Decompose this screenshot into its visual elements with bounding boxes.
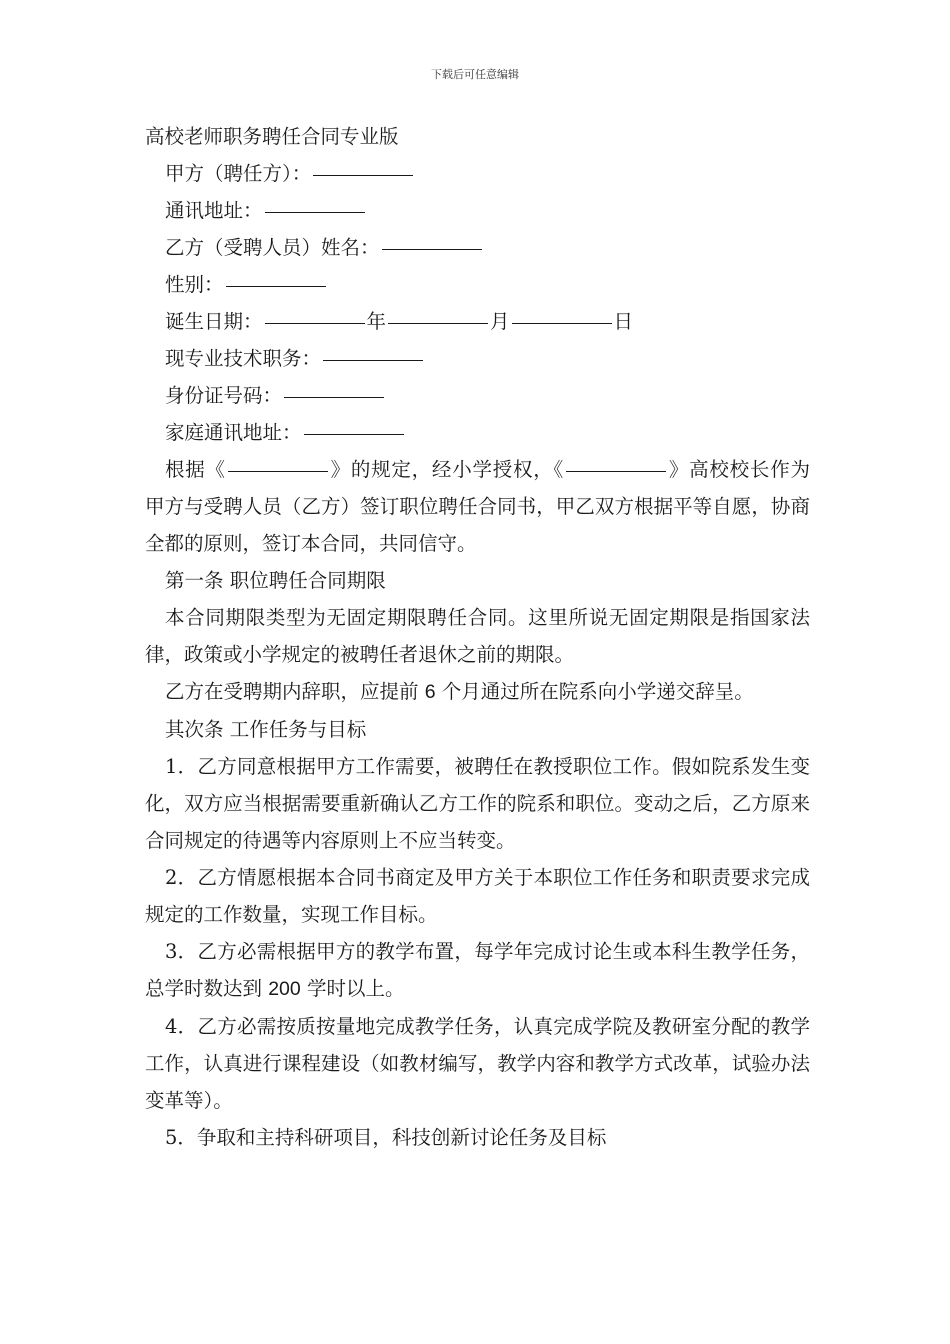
birth-month-label: 月 xyxy=(490,310,510,333)
item-3-text-b: 学时以上。 xyxy=(300,977,405,1000)
id-line xyxy=(145,377,810,414)
article-1-title: 第一条 职位聘任合同期限 xyxy=(165,569,386,592)
party-a-label: 甲方（聘任方）： xyxy=(165,162,312,185)
title-blank[interactable] xyxy=(323,359,423,361)
party-b-line xyxy=(145,229,810,266)
home-address-label: 家庭通讯地址： xyxy=(165,421,302,444)
intro-paragraph xyxy=(145,451,810,562)
page-header: 下载后可任意编辑 xyxy=(431,68,519,81)
article-2-title: 其次条 工作任务与目标 xyxy=(165,718,367,741)
doc-title: 高校老师职务聘任合同专业版 xyxy=(145,125,399,148)
article-1-p2-text-b: 个月通过所在院系向小学递交辞呈。 xyxy=(435,680,754,703)
party-b-blank[interactable] xyxy=(382,248,482,250)
intro-part-b: 》的规定，经小学授权，《 xyxy=(329,458,565,481)
item-4: 4．乙方必需按质按量地完成教学任务，认真完成学院及教研室分配的教学工作，认真进行课程建设（如教材编写，教学内容和教学方式改革，试验办法变革等）。 xyxy=(145,1015,810,1112)
item-3 xyxy=(145,933,810,1008)
birth-year-label: 年 xyxy=(366,310,387,333)
notice-months: 6 xyxy=(424,681,436,703)
birth-line xyxy=(145,303,810,340)
item-3-text-a: 3．乙方必需根据甲方的教学布置，每学年完成讨论生或本科生教学任务，总学时数达到 xyxy=(145,940,810,1000)
home-address-line xyxy=(145,414,810,451)
article-1-p2-text-a: 乙方在受聘期内辞职，应提前 xyxy=(165,680,425,703)
party-a-blank[interactable] xyxy=(313,174,413,176)
gender-blank[interactable] xyxy=(226,285,326,287)
article-1-paragraph-2 xyxy=(145,673,810,711)
regulation-blank[interactable] xyxy=(228,470,328,472)
birth-day-blank[interactable] xyxy=(512,322,612,324)
birth-year-blank[interactable] xyxy=(265,322,365,324)
birth-month-blank[interactable] xyxy=(388,322,488,324)
title-line xyxy=(145,340,810,377)
birth-day-label: 日 xyxy=(613,310,634,333)
address-blank[interactable] xyxy=(265,211,365,213)
gender-label: 性别： xyxy=(165,273,224,296)
address-label: 通讯地址： xyxy=(165,199,263,222)
party-b-label: 乙方（受聘人员）姓名： xyxy=(165,236,380,259)
id-blank[interactable] xyxy=(284,396,384,398)
document-body xyxy=(145,118,810,1156)
article-1-paragraph-1: 本合同期限类型为无固定期限聘任合同。这里所说无固定期限是指国家法律，政策或小学规定的被聘任者退休之前的期限。 xyxy=(145,606,810,666)
item-2: 2．乙方情愿根据本合同书商定及甲方关于本职位工作任务和职责要求完成规定的工作数量，实现工作目标。 xyxy=(145,866,810,926)
party-a-line xyxy=(145,155,810,192)
intro-part-c: 》高校校长作为甲方与受聘人员（乙方）签订职位聘任合同书，甲乙双方根据平等自愿，协商全都的原则，签订本合同，共同信守。 xyxy=(145,458,810,555)
item-5: 5．争取和主持科研项目，科技创新讨论任务及目标 xyxy=(165,1126,607,1149)
university-blank[interactable] xyxy=(566,470,666,472)
item-1: 1．乙方同意根据甲方工作需要，被聘任在教授职位工作。假如院系发生变化，双方应当根据需要重新确认乙方工作的院系和职位。变动之后，乙方原来合同规定的待遇等内容原则上不应当转变。 xyxy=(145,755,810,852)
address-line xyxy=(145,192,810,229)
birth-label: 诞生日期： xyxy=(165,310,263,333)
home-address-blank[interactable] xyxy=(304,433,404,435)
required-hours: 200 xyxy=(268,978,301,1000)
title-label: 现专业技术职务： xyxy=(165,347,322,370)
intro-part-a: 根据《 xyxy=(165,458,226,481)
gender-line xyxy=(145,266,810,303)
id-label: 身份证号码： xyxy=(165,384,283,407)
